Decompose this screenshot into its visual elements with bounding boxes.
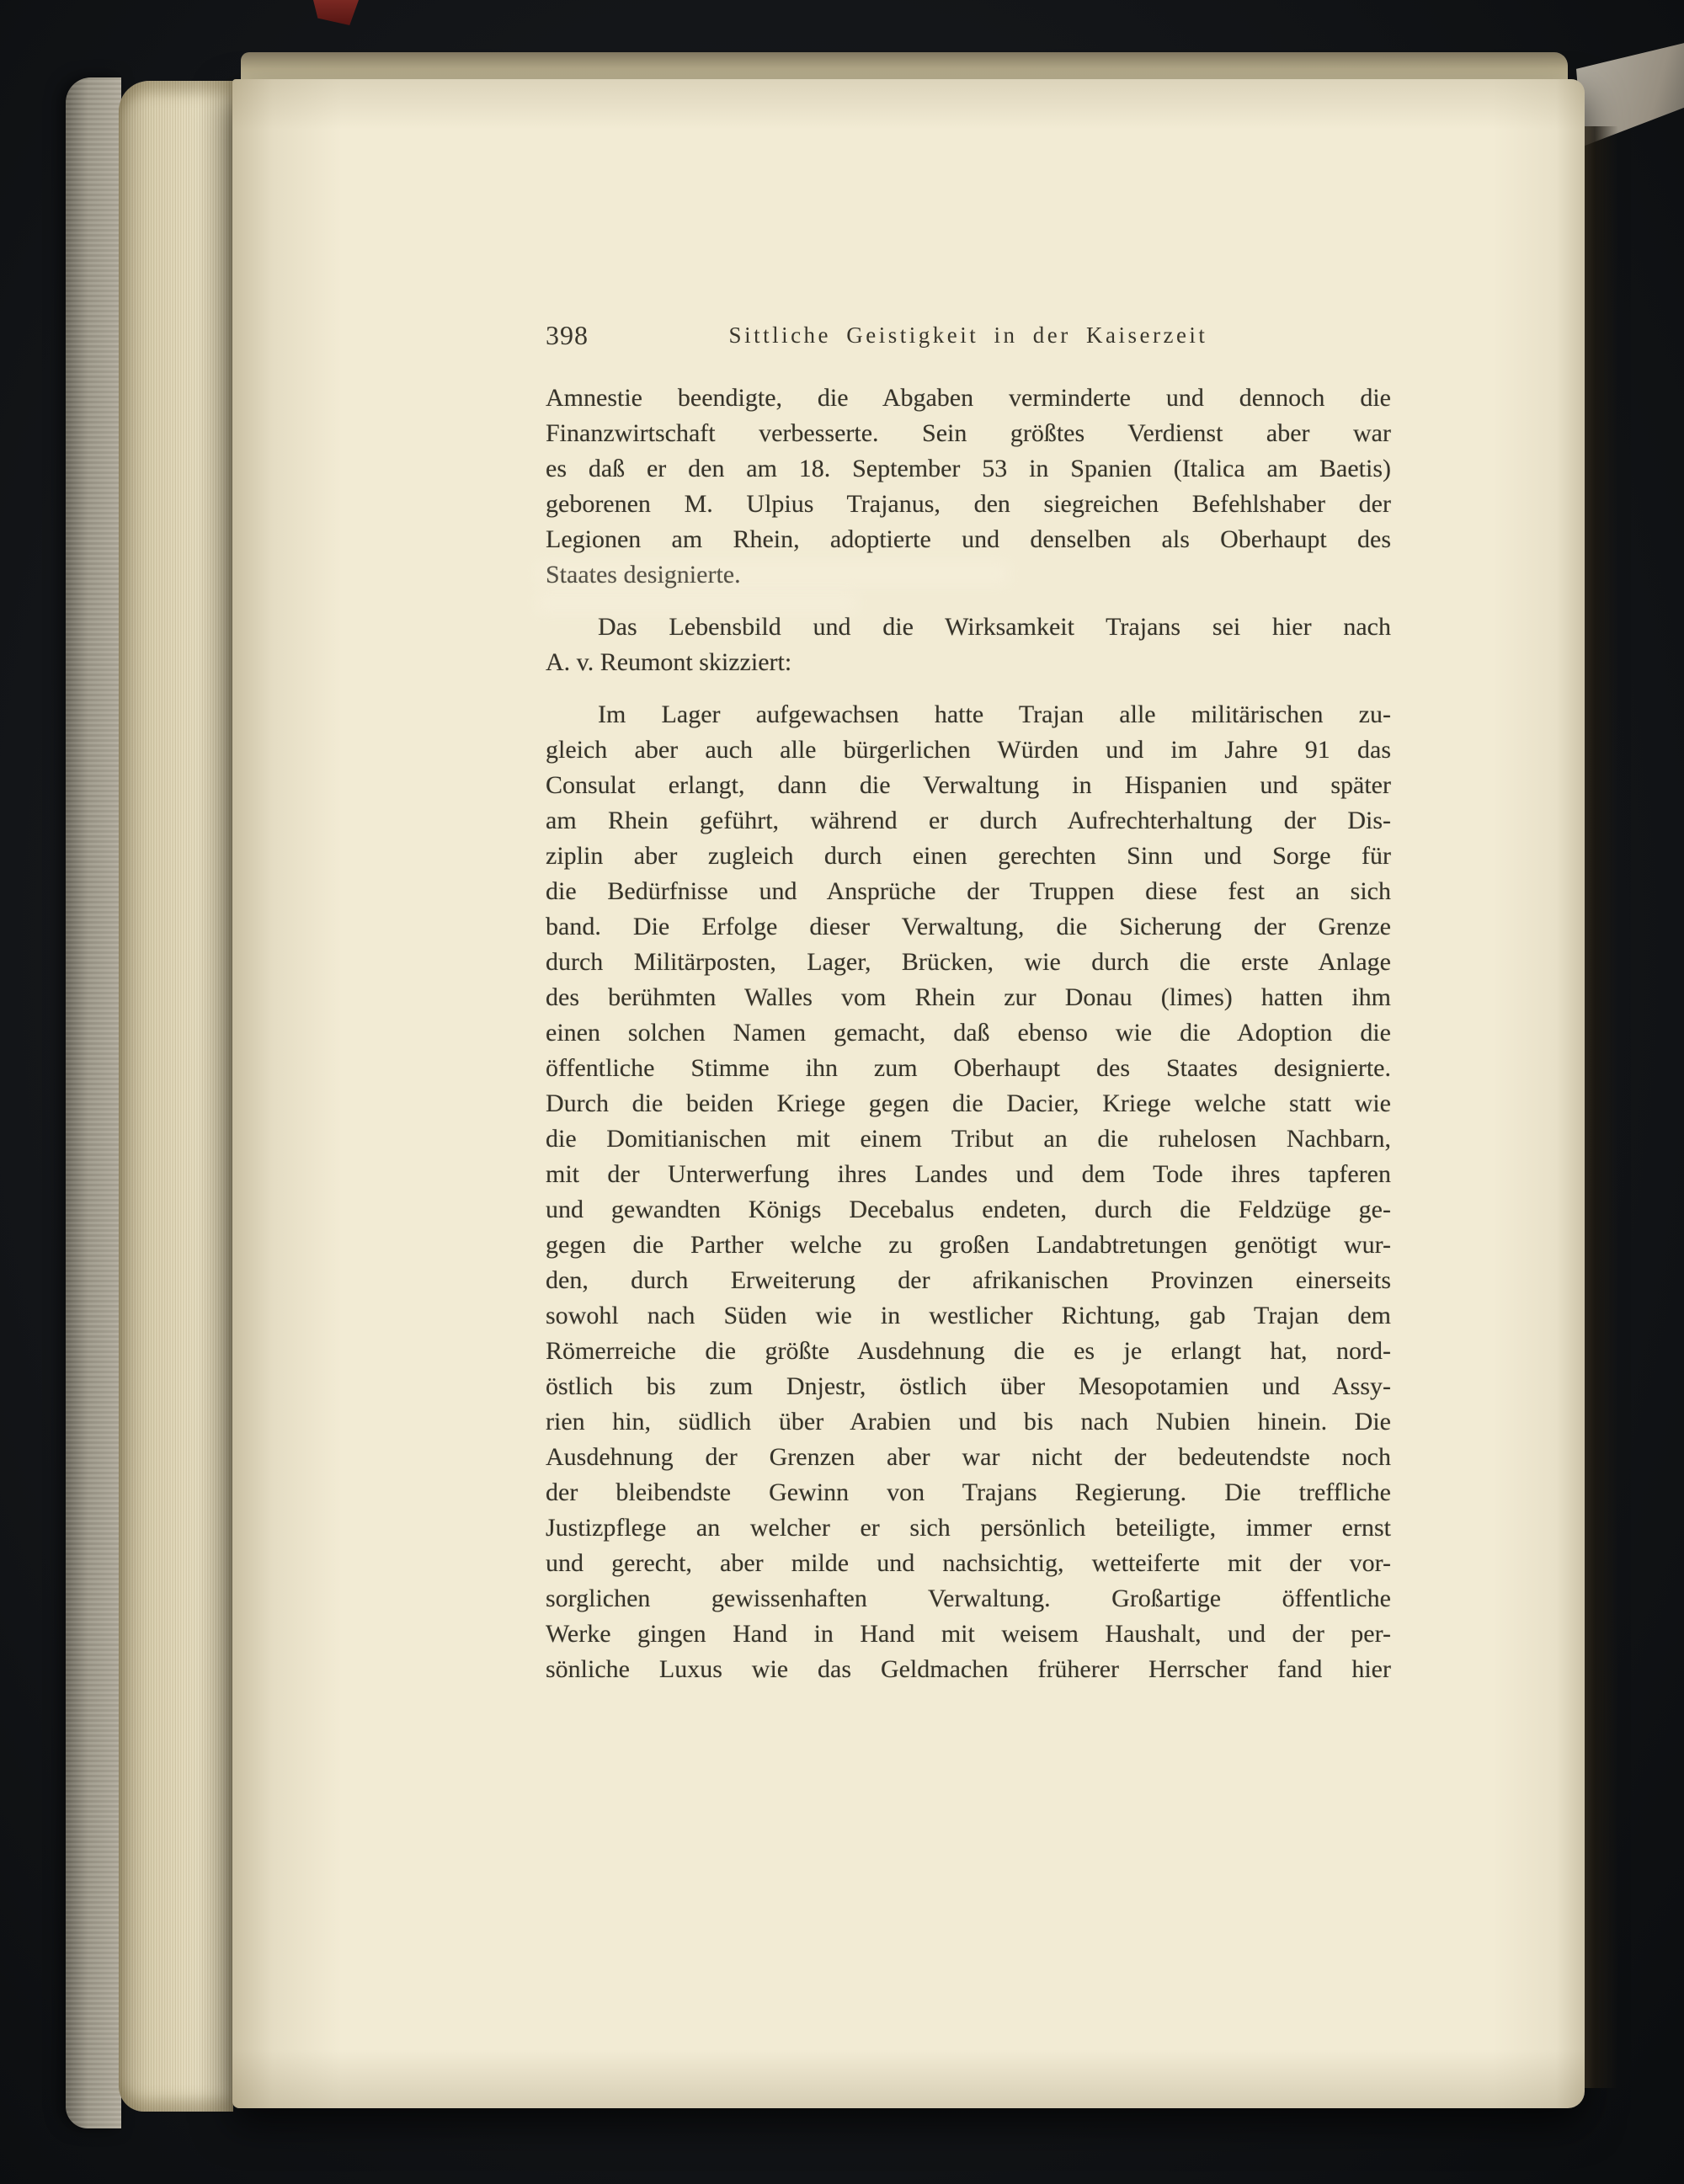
paragraph xyxy=(546,381,1391,593)
page-fore-edge-stack xyxy=(119,81,233,2112)
text-line: geborenen M. Ulpius Trajanus, den siegreichen Befehlshaber der xyxy=(546,490,1391,518)
text-line: östlich bis zum Dnjestr, östlich über Mesopotamien und Assy- xyxy=(546,1372,1391,1400)
page-number: 398 xyxy=(546,320,589,350)
text-line: gleich aber auch alle bürgerlichen Würden und im Jahre 91 das xyxy=(546,736,1391,764)
text-line: Römerreiche die größte Ausdehnung die es je erlangt hat, nord- xyxy=(546,1337,1391,1365)
text-line: Consulat erlangt, dann die Verwaltung in Hispanien und später xyxy=(546,771,1391,799)
page-head-edges xyxy=(241,52,1568,83)
text-line: Werke gingen Hand in Hand mit weisem Haushalt, und der per- xyxy=(546,1620,1391,1648)
text-line: einen solchen Namen gemacht, daß ebenso wie die Adoption die xyxy=(546,1019,1391,1047)
book-page xyxy=(232,79,1585,2108)
text-line: Ausdehnung der Grenzen aber war nicht der bedeutendste noch xyxy=(546,1443,1391,1471)
text-line: Legionen am Rhein, adoptierte und denselben als Oberhaupt des xyxy=(546,525,1391,553)
text-line: den, durch Erweiterung der afrikanischen Provinzen einerseits xyxy=(546,1266,1391,1294)
text-line: rien hin, südlich über Arabien und bis nach Nubien hinein. Die xyxy=(546,1408,1391,1436)
running-header: Sittliche Geistigkeit in der Kaiserzeit xyxy=(728,322,1208,348)
text-line: Finanzwirtschaft verbesserte. Sein größtes Verdienst aber war xyxy=(546,419,1391,447)
text-line: gegen die Parther welche zu großen Landabtretungen genötigt wur- xyxy=(546,1231,1391,1259)
text-line: A. v. Reumont skizziert: xyxy=(546,648,792,676)
text-line: und gerecht, aber milde und nachsichtig, wetteiferte mit der vor- xyxy=(546,1549,1391,1577)
text-line: mit der Unterwerfung ihres Landes und dem Tode ihres tapferen xyxy=(546,1160,1391,1188)
scan-light-band xyxy=(537,562,1009,584)
book-gutter-shadow xyxy=(1585,126,1618,2088)
text-line: des berühmten Walles vom Rhein zur Donau (limes) hatten ihm xyxy=(546,983,1391,1011)
text-line: Durch die beiden Kriege gegen die Dacier, Kriege welche statt wie xyxy=(546,1089,1391,1117)
text-line: Das Lebensbild und die Wirksamkeit Trajans sei hier nach xyxy=(598,613,1391,641)
text-line: Justizpflege an welcher er sich persönlich beteiligte, immer ernst xyxy=(546,1514,1391,1542)
text-line: die Domitianischen mit einem Tribut an die ruhelosen Nachbarn, xyxy=(546,1125,1391,1153)
text-line: sorglichen gewissenhaften Verwaltung. Großartige öffentliche xyxy=(546,1585,1391,1612)
text-line: ziplin aber zugleich durch einen gerechten Sinn und Sorge für xyxy=(546,842,1391,870)
page-header xyxy=(546,320,1391,354)
text-line: die Bedürfnisse und Ansprüche der Truppen diese fest an sich xyxy=(546,877,1391,905)
book-cover-cloth-left xyxy=(66,77,121,2128)
text-line: es daß er den am 18. September 53 in Spanien (Italica am Baetis) xyxy=(546,455,1391,482)
text-line: Amnestie beendigte, die Abgaben verminderte und dennoch die xyxy=(546,384,1391,412)
text-line: durch Militärposten, Lager, Brücken, wie durch die erste Anlage xyxy=(546,948,1391,976)
text-line: Staates designierte. xyxy=(546,561,741,589)
text-line: der bleibendste Gewinn von Trajans Regierung. Die treffliche xyxy=(546,1478,1391,1506)
text-line: am Rhein geführt, während er durch Aufrechterhaltung der Dis- xyxy=(546,807,1391,834)
paragraph xyxy=(546,610,1391,680)
paragraph xyxy=(546,697,1391,1687)
scan-light-band xyxy=(537,593,857,613)
text-line: sönliche Luxus wie das Geldmachen früherer Herrscher fand hier xyxy=(546,1655,1391,1683)
spine-red-label xyxy=(313,0,359,25)
text-line: und gewandten Königs Decebalus endeten, durch die Feldzüge ge- xyxy=(546,1196,1391,1223)
text-line: band. Die Erfolge dieser Verwaltung, die Sicherung der Grenze xyxy=(546,913,1391,940)
text-line: Im Lager aufgewachsen hatte Trajan alle militärischen zu- xyxy=(598,700,1391,728)
text-line: sowohl nach Süden wie in westlicher Richtung, gab Trajan dem xyxy=(546,1302,1391,1329)
text-line: öffentliche Stimme ihn zum Oberhaupt des Staates designierte. xyxy=(546,1054,1391,1082)
